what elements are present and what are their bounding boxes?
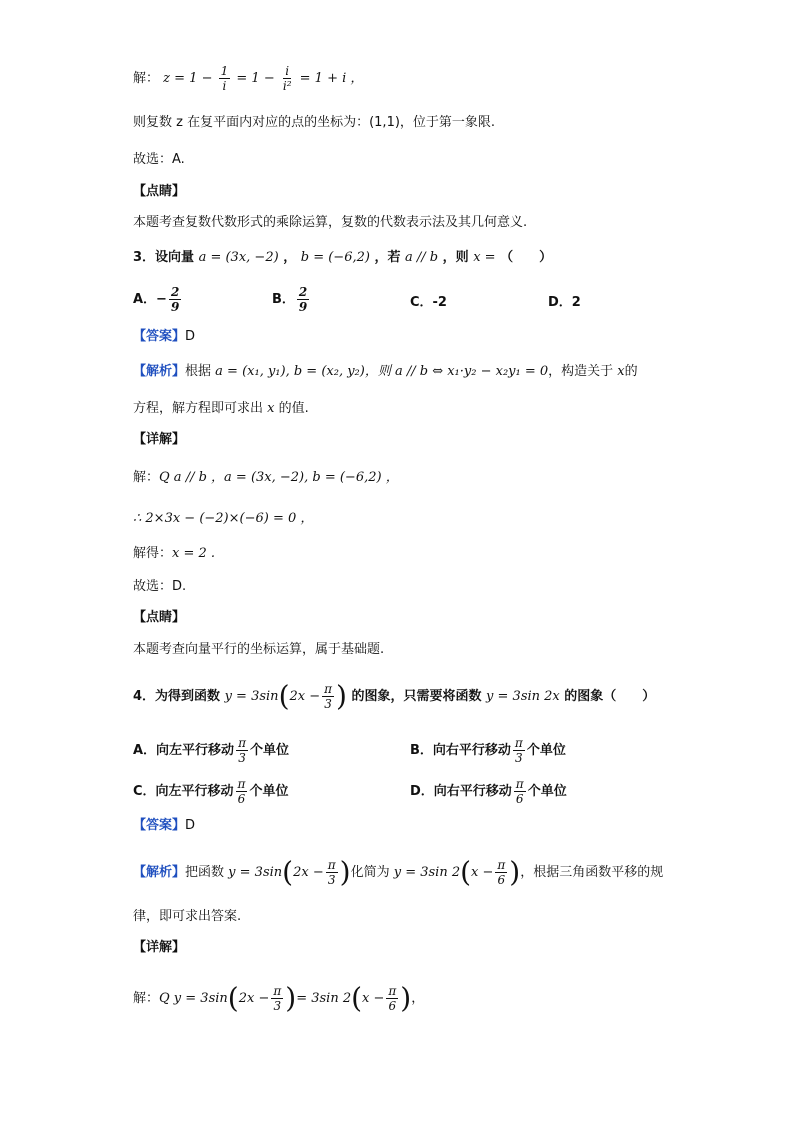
heading-dianjing-3: 【点睛】 xyxy=(133,610,186,625)
analysis-3-line2-x: x xyxy=(267,401,275,416)
q4-option-a xyxy=(133,736,289,765)
solution-3-line3 xyxy=(133,544,215,564)
q4-option-c-unit: 个单位 xyxy=(249,784,289,799)
frac-den: 6 xyxy=(497,873,506,887)
text-summary-3: 本题考查向量平行的坐标运算，属于基础题. xyxy=(133,642,385,657)
q4-option-b xyxy=(410,736,566,765)
analysis-3-c: 的 xyxy=(624,364,638,379)
q4-fraction-pi-3 xyxy=(322,682,334,711)
q4-option-a-unit: 个单位 xyxy=(249,743,289,758)
q4-option-b-text: B．向右平行移动 xyxy=(410,743,511,758)
frac-den: 3 xyxy=(238,751,246,765)
text-complex-point: 则复数 z 在复平面内对应的点的坐标为：(1,1)，位于第一象限. xyxy=(133,115,496,130)
analysis-3-formula: a = (x₁, y₁), b = (x₂, y₂)，则 a // b ⇔ x₁·y₂ − x₂y₁ = 0 xyxy=(215,364,549,379)
solution-4-inner-1: 2x − xyxy=(238,991,270,1006)
analysis-4-inner-2: x − xyxy=(471,865,494,880)
solution-4-func: Q y = 3sin xyxy=(159,991,228,1006)
analysis-4-c: ，根据三角函数平移的规 xyxy=(520,865,664,880)
q4-paren-right: ) xyxy=(336,679,347,713)
solution-4-paren-left-2: ( xyxy=(351,981,363,1015)
frac-num: π xyxy=(514,736,523,750)
q3-x-eq: x = xyxy=(473,250,496,265)
analysis-3-tag: 【解析】 xyxy=(133,364,186,379)
fraction-i-over-i2 xyxy=(281,64,294,93)
solution-4-line1 xyxy=(133,981,425,1015)
q4-inner: 2x − xyxy=(289,689,321,704)
q4-option-a-fraction xyxy=(236,736,248,765)
analysis-4-line2: 律，即可求出答案. xyxy=(133,909,242,924)
frac-num: π xyxy=(497,858,506,872)
solution-4-paren-left-1: ( xyxy=(227,981,239,1015)
frac-num: 1 xyxy=(220,64,229,78)
q4-paren-left: ( xyxy=(278,679,290,713)
solution-4-paren-right-2: ) xyxy=(400,981,412,1015)
analysis-4-func-2: y = 3sin 2 xyxy=(393,865,461,880)
frac-den: 3 xyxy=(327,873,336,887)
q3-option-c: C．-2 xyxy=(410,295,447,310)
frac-num: i xyxy=(285,64,290,78)
analysis-4-paren-left-1: ( xyxy=(282,855,294,889)
q3-option-b xyxy=(272,285,311,314)
question-3-stem xyxy=(133,248,552,268)
solution-4-fraction-1 xyxy=(271,984,283,1013)
text-choose-a: 故选：A. xyxy=(133,152,185,167)
frac-num: 2 xyxy=(298,285,308,299)
q4-option-c-text: C．向左平行移动 xyxy=(133,784,234,799)
analysis-4-paren-right-2: ) xyxy=(509,855,521,889)
question-4-stem xyxy=(133,679,656,713)
analysis-4-func-1: y = 3sin xyxy=(228,865,283,880)
q3-vector-b: b = (−6,2) xyxy=(300,250,370,265)
q4-option-c xyxy=(133,777,288,806)
q4-option-d-text: D．向右平行移动 xyxy=(410,784,512,799)
solution-4-inner-2: x − xyxy=(362,991,385,1006)
analysis-4-fraction-1 xyxy=(326,858,338,887)
analysis-4-fraction-2 xyxy=(495,858,507,887)
analysis-3-line1 xyxy=(133,362,638,382)
q3-option-a xyxy=(133,285,183,314)
frac-num: π xyxy=(273,984,282,998)
q4-stem-a: 4．为得到函数 xyxy=(133,689,221,704)
q4-option-b-fraction xyxy=(513,736,525,765)
q3-stem-a: 3．设向量 xyxy=(133,250,195,265)
solution-3-result: x = 2 . xyxy=(172,546,216,561)
q4-option-a-text: A．向左平行移动 xyxy=(133,743,235,758)
answer-3 xyxy=(133,327,195,347)
q4-option-b-unit: 个单位 xyxy=(526,743,566,758)
frac-den: 9 xyxy=(298,300,308,314)
analysis-4-line1 xyxy=(133,855,664,889)
q4-option-c-fraction xyxy=(236,777,248,806)
analysis-4-paren-left-2: ( xyxy=(460,855,472,889)
analysis-3-line2-a: 方程，解方程即可求出 xyxy=(133,401,264,416)
q3-answer-paren: （ ） xyxy=(500,250,553,265)
q3-option-b-fraction xyxy=(297,285,309,314)
fraction-one-over-i xyxy=(219,64,231,93)
solution-3-jie: 解： xyxy=(133,470,160,485)
analysis-3-x: x xyxy=(617,364,625,379)
heading-dianjing-1: 【点睛】 xyxy=(133,184,186,199)
analysis-3-line2 xyxy=(133,399,309,419)
math-z-expr: z = 1 − xyxy=(163,71,213,86)
answer-4 xyxy=(133,816,195,836)
frac-den: 6 xyxy=(237,792,246,806)
q4-func-2: y = 3sin 2x xyxy=(486,689,560,704)
frac-num: 2 xyxy=(170,285,180,299)
q3-stem-c: ，则 xyxy=(442,250,469,265)
analysis-4-paren-right-1: ) xyxy=(339,855,351,889)
text-summary-1: 本题考查复数代数形式的乘除运算，复数的代数表示法及其几何意义. xyxy=(133,215,528,230)
solution-4-paren-right-1: ) xyxy=(285,981,297,1015)
solution-4-jie: 解： xyxy=(133,991,160,1006)
analysis-3-b: ，构造关于 xyxy=(548,364,614,379)
frac-den: i xyxy=(222,79,227,93)
q3-parallel: a // b xyxy=(405,250,439,265)
solution-3-equation: ∴ 2×3x − (−2)×(−6) = 0 ， xyxy=(133,511,314,526)
frac-den: 3 xyxy=(324,697,332,711)
heading-xiangjie-3: 【详解】 xyxy=(133,432,186,447)
q3-option-a-label: A．− xyxy=(133,292,167,307)
frac-num: π xyxy=(237,777,246,791)
q3-sep: ， xyxy=(283,250,297,265)
frac-den: 3 xyxy=(273,999,282,1013)
solution-line-z xyxy=(133,64,363,93)
analysis-4-b: 化简为 xyxy=(350,865,390,880)
q3-option-a-fraction xyxy=(169,285,181,314)
frac-num: π xyxy=(238,736,246,750)
q4-stem-c: 的图象（ ） xyxy=(564,689,656,704)
frac-num: π xyxy=(324,682,333,696)
frac-den: 9 xyxy=(170,300,180,314)
solution-3-given: Q a // b ，a = (3x, −2), b = (−6,2) ， xyxy=(159,470,399,485)
heading-xiangjie-4: 【详解】 xyxy=(133,940,186,955)
q3-option-b-label: B． xyxy=(272,292,295,307)
solution-4-eq: = 3sin 2 xyxy=(296,991,352,1006)
text-choose-d-3: 故选：D. xyxy=(133,579,187,594)
q4-option-d-unit: 个单位 xyxy=(527,784,567,799)
q4-option-d-fraction xyxy=(514,777,526,806)
answer-3-tag: 【答案】 xyxy=(133,329,186,344)
frac-num: π xyxy=(327,858,336,872)
q4-option-d xyxy=(410,777,567,806)
frac-den: i² xyxy=(282,79,292,93)
analysis-4-a: 把函数 xyxy=(185,865,225,880)
analysis-4-inner-1: 2x − xyxy=(293,865,324,880)
q3-stem-b: ，若 xyxy=(374,250,401,265)
q3-option-d: D．2 xyxy=(548,295,581,310)
solution-3-line2 xyxy=(133,509,313,529)
analysis-3-line2-b: 的值. xyxy=(278,401,309,416)
q3-vector-a: a = (3x, −2) xyxy=(198,250,279,265)
frac-num: π xyxy=(388,984,397,998)
analysis-3-a: 根据 xyxy=(185,364,212,379)
math-eq2: = 1 + i ， xyxy=(299,71,364,86)
answer-3-value: D xyxy=(185,329,196,344)
solution-3-jiede: 解得： xyxy=(133,546,173,561)
answer-4-value: D xyxy=(185,818,196,833)
solution-3-line1 xyxy=(133,468,399,488)
label-jie: 解： xyxy=(133,71,160,86)
frac-num: π xyxy=(515,777,524,791)
q4-func-1: y = 3sin xyxy=(224,689,279,704)
math-eq1: = 1 − xyxy=(236,71,275,86)
q4-stem-b: 的图象，只需要将函数 xyxy=(351,689,482,704)
frac-den: 6 xyxy=(515,792,524,806)
solution-4-fraction-2 xyxy=(386,984,398,1013)
solution-4-end: ， xyxy=(411,991,425,1006)
frac-den: 6 xyxy=(388,999,397,1013)
analysis-4-tag: 【解析】 xyxy=(133,865,186,880)
answer-4-tag: 【答案】 xyxy=(133,818,186,833)
frac-den: 3 xyxy=(515,751,523,765)
